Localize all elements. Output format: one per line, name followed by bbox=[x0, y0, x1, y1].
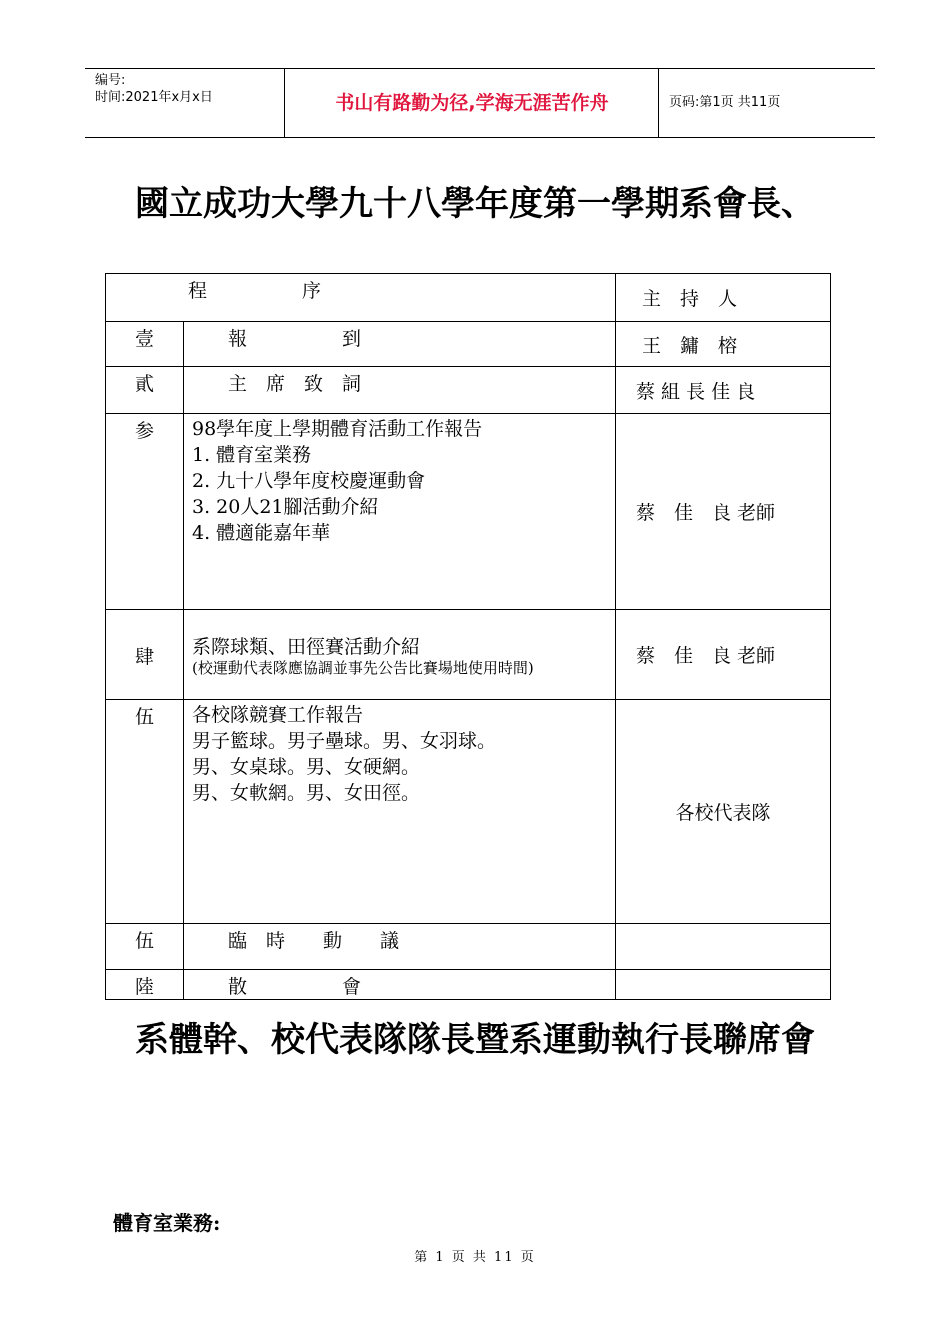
row-program-note: (校運動代表隊應協調並事先公告比賽場地使用時間) bbox=[192, 658, 534, 677]
section-heading: 體育室業務: bbox=[113, 1211, 221, 1235]
table-header-row bbox=[106, 274, 831, 322]
header-meta bbox=[85, 69, 285, 137]
header-motto: 书山有路勤为径,学海无涯苦作舟 bbox=[286, 69, 659, 137]
row-number: 参 bbox=[106, 414, 184, 610]
document-title-line2: 系體幹、校代表隊隊長暨系運動執行長聯席會 bbox=[135, 1020, 815, 1060]
list-item: 男子籃球。男子壘球。男、女羽球。 bbox=[192, 730, 497, 752]
row-number: 壹 bbox=[106, 322, 184, 367]
table-row bbox=[106, 924, 831, 970]
document-title-line1: 國立成功大學九十八學年度第一學期系會長、 bbox=[135, 184, 815, 224]
row-host: 蔡 佳 良 老師 bbox=[616, 414, 831, 610]
header-time: 时间:2021年x月x日 bbox=[95, 90, 213, 105]
table-row bbox=[106, 970, 831, 1000]
row-program: 臨 時 動 議 bbox=[184, 924, 616, 970]
row-host bbox=[616, 924, 831, 970]
header-number: 编号: bbox=[95, 73, 126, 88]
list-item: 男、女桌球。男、女硬網。 bbox=[192, 756, 421, 778]
list-item: 4. 體適能嘉年華 bbox=[192, 522, 331, 544]
list-item: 3. 20人21腳活動介紹 bbox=[192, 496, 379, 518]
row-program bbox=[184, 610, 616, 700]
row-program: 主 席 致 詞 bbox=[184, 367, 616, 414]
row-program: 散 會 bbox=[184, 970, 616, 1000]
row-host: 蔡 佳 良 老師 bbox=[616, 610, 831, 700]
row-host: 王 鏞 榕 bbox=[616, 322, 831, 367]
list-item: 98學年度上學期體育活動工作報告 bbox=[192, 418, 483, 440]
row-host: 蔡 組 長 佳 良 bbox=[616, 367, 831, 414]
row-number: 伍 bbox=[106, 700, 184, 924]
header-program-label: 程 序 bbox=[188, 280, 322, 302]
list-item: 男、女軟網。男、女田徑。 bbox=[192, 782, 421, 804]
row-program-list bbox=[184, 700, 616, 924]
list-item: 2. 九十八學年度校慶運動會 bbox=[192, 470, 426, 492]
row-host bbox=[616, 970, 831, 1000]
row-number: 肆 bbox=[106, 610, 184, 700]
agenda-table bbox=[105, 273, 831, 1000]
table-row bbox=[106, 367, 831, 414]
header-host bbox=[616, 274, 831, 322]
row-program: 報 到 bbox=[184, 322, 616, 367]
table-row bbox=[106, 414, 831, 610]
page-footer: 第 1 页 共 11 页 bbox=[414, 1250, 536, 1265]
header-program bbox=[106, 274, 616, 322]
row-number: 貳 bbox=[106, 367, 184, 414]
header-page-number: 页码:第1页 共11页 bbox=[669, 95, 781, 110]
list-item: 1. 體育室業務 bbox=[192, 444, 312, 466]
row-number: 陸 bbox=[106, 970, 184, 1000]
row-program-list bbox=[184, 414, 616, 610]
row-host: 各校代表隊 bbox=[616, 700, 831, 924]
table-row bbox=[106, 322, 831, 367]
header-host-label: 主 持 人 bbox=[642, 288, 738, 310]
row-program-title: 系際球類、田徑賽活動介紹 bbox=[192, 635, 421, 658]
table-row bbox=[106, 610, 831, 700]
table-row bbox=[106, 700, 831, 924]
page-header bbox=[85, 68, 875, 138]
list-item: 各校隊競賽工作報告 bbox=[192, 704, 364, 726]
row-number: 伍 bbox=[106, 924, 184, 970]
